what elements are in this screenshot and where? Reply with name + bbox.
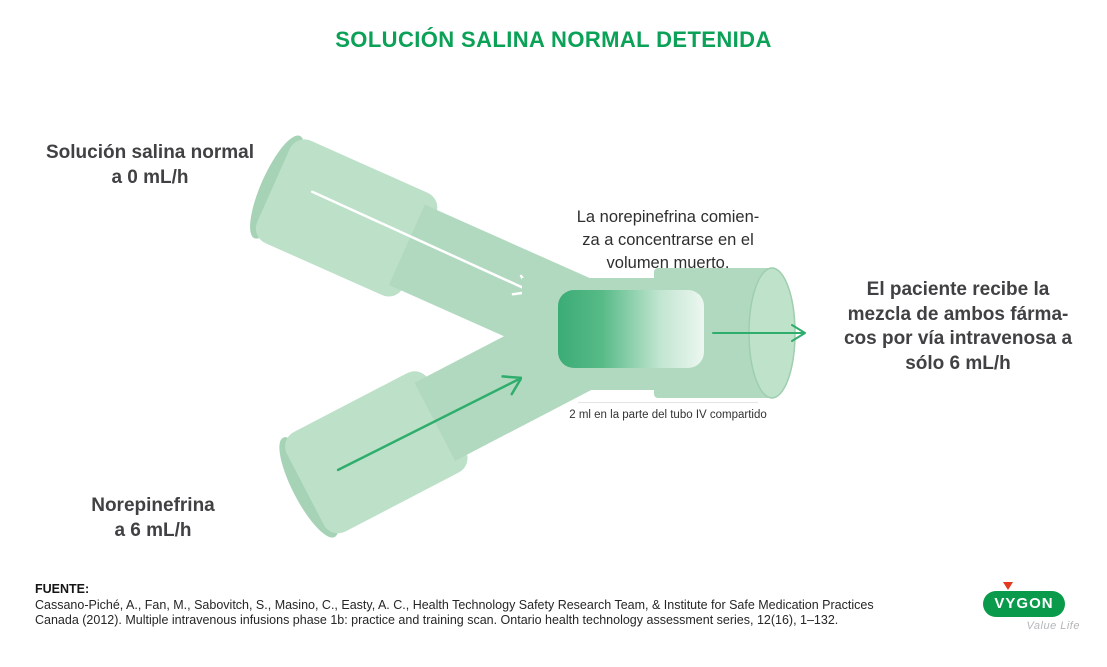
label-patient-line2: mezcla de ambos fárma-	[847, 303, 1069, 325]
vygon-logo	[978, 578, 1088, 640]
note-dead-volume-line3: volumen muerto.	[606, 254, 730, 272]
source-block	[35, 582, 915, 628]
dead-volume-gradient	[558, 290, 704, 368]
source-line2: Canada (2012). Multiple intravenous infusions phase 1b: practice and training scan. Ontario health technology assessment series, 12(16), 1–132.	[35, 613, 839, 627]
label-patient-line1: El paciente recibe la	[866, 279, 1050, 300]
label-saline-line1: Solución salina normal	[46, 142, 254, 163]
source-line1: Cassano-Piché, A., Fan, M., Sabovitch, S., Masino, C., Easty, A. C., Health Technology Safety Research Team, & Institute for Safe Medication Practices	[35, 598, 874, 612]
label-patient-line3: cos por vía intravenosa a	[843, 328, 1073, 349]
logo-tagline: Value Life	[1026, 620, 1080, 632]
label-patient	[828, 278, 1088, 376]
label-norepinephrine-line2: a 6 mL/h	[114, 520, 192, 541]
label-norepinephrine	[28, 493, 278, 543]
source-heading: FUENTE:	[35, 582, 90, 596]
note-shared-tube: 2 ml en la parte del tubo IV compartido	[569, 409, 767, 421]
page-title: SOLUCIÓN SALINA NORMAL DETENIDA	[335, 27, 772, 52]
logo-triangle-icon	[1003, 582, 1013, 590]
label-norepinephrine-line1: Norepinefrina	[91, 495, 215, 516]
label-saline-line2: a 0 mL/h	[111, 167, 189, 188]
logo-wordmark: VYGON	[983, 591, 1065, 617]
note-dead-volume-line1: La norepinefrina comien-	[576, 208, 760, 226]
label-patient-line4: sólo 6 mL/h	[905, 352, 1011, 374]
label-saline	[15, 140, 285, 190]
note-dead-volume-line2: za a concentrarse en el	[582, 231, 754, 249]
shared-tube-divider	[578, 402, 758, 403]
shared-tube	[522, 268, 805, 398]
note-dead-volume	[543, 206, 793, 275]
